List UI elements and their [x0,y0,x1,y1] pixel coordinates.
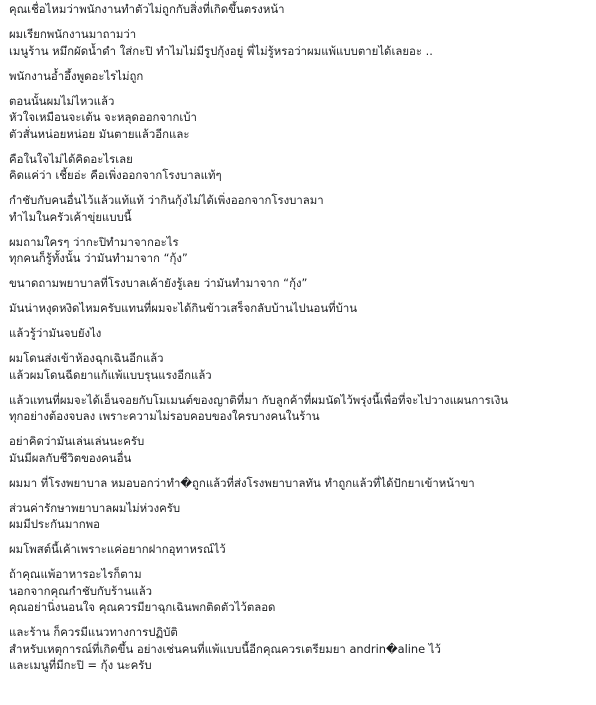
text-line: ตอนนั้นผมไม่ไหวแล้ว [9,93,115,108]
text-line: และร้าน ก็ควรมีแนวทางการปฏิบัติ [9,625,178,639]
paragraph [9,68,592,85]
text-line: ทุกอย่างต้องจบลง เพราะความไม่รอบคอบของใครบางคนในร้าน [9,409,320,423]
text-line: ผมโพสต์นี้เค้าเพราะแค่อยากฝากอุทาหรณ์ไว้ [9,542,226,556]
text-line: ขนาดถามพยาบาลที่โรงบาลเค้ายังรู้เลย ว่ามันทำมาจาก “กุ้ง” [9,276,308,290]
paragraph [9,624,592,674]
text-line: นอกจากคุณกำชับกับร้านแล้ว [9,583,153,598]
text-line: คุณเชื่อไหมว่าพนักงานทำตัวไม่ถูกกับสิ่งที่เกิดขึ้นตรงหน้า [9,2,285,16]
paragraph [9,151,592,184]
text-line: ผมถามใครๆ ว่ากะปิทำมาจากอะไร [9,234,179,249]
text-line: แล้วผมโดนฉีดยาแก้แพ้แบบรุนแรงอีกแล้ว [9,367,212,382]
text-line: หัวใจเหมือนจะเต้น จะหลุดออกจากเบ้า [9,110,197,124]
text-line: ส่วนค่ารักษาพยาบาลผมไม่ห่วงครับ [9,500,181,515]
text-line: ทำไมในครัวเค้าขุ่ยแบบนี้ [9,209,132,224]
paragraph [9,500,592,533]
text-line: กำชับกับคนอื่นไว้แล้วแท้แท้ ว่ากินกุ้งไม่ได้เพิ่งออกจากโรงบาลมา [9,193,324,207]
text-line: สำหรับเหตุการณ์ที่เกิดขึ้น อย่างเช่นคนที่แพ้แบบนี้อีกคุณควรเตรียมยา andrin�aline ไว้ [9,641,441,656]
paragraph [9,566,592,616]
text-line: พนักงานอ้ำอึ้งพูดอะไรไม่ถูก [9,68,144,83]
paragraph [9,392,592,425]
post-body [9,1,592,682]
paragraph [9,325,592,342]
text-line: มันมีผลกับชีวิตของคนอื่น [9,450,132,465]
text-line: ทุกคนก็รู้ทั้งนั้น ว่ามันทำมาจาก “กุ้ง” [9,251,188,265]
paragraph [9,541,592,558]
text-line: คือในใจไม่ได้คิดอะไรเลย [9,151,133,166]
text-line: เมนูร้าน หมึกผัดน้ำดำ ใส่กะปิ ทำไมไม่มีรูปกุ้งอยู่ พี่ไม่รู้หรอว่าผมแพ้แบบตายได้เลยอะ .. [9,43,433,58]
text-line: ตัวสั่นหน่อยหน่อย มันตายแล้วอีกและ [9,126,190,141]
paragraph [9,275,592,292]
text-line: ผมมา ที่โรงพยาบาล หมอบอกว่าทำ�ถูกแล้วที่ส่งโรงพยาบาลทัน ทำถูกแล้วที่ได้ปักยาเข้าหน้าขา [9,475,475,490]
text-line: แล้วแทนที่ผมจะได้เอ็นจอยกับโมเมนต์ของญาติที่มา กับลูกค้าที่ผมนัดไว้พรุ่งนี้เพื่อที่จะไปวางแผนการเงิน [9,392,509,407]
text-line: แล้วรู้ว่ามันจบยังไง [9,326,102,340]
text-line: คิดแค่ว่า เชี้ยอ่ะ คือเพิ่งออกจากโรงบาลแท้ๆ [9,168,222,182]
text-line: และเมนูที่มีกะปิ = กุ้ง นะครับ [9,658,152,672]
paragraph [9,300,592,317]
text-line: ผมโดนส่งเข้าห้องฉุกเฉินอีกแล้ว [9,351,164,365]
paragraph [9,26,592,59]
text-line: มันน่าหงุดหงิดไหมครับแทนที่ผมจะได้กินข้าวเสร็จกลับบ้านไปนอนที่บ้าน [9,301,358,315]
paragraph [9,192,592,225]
paragraph [9,433,592,466]
text-line: คุณอย่านิ่งนอนใจ คุณควรมียาฉุกเฉินพกติดตัวไว้ตลอด [9,600,276,614]
paragraph [9,350,592,383]
text-line: ผมมีประกันมากพอ [9,517,100,531]
text-line: ถ้าคุณแพ้อาหารอะไรก็ตาม [9,567,142,581]
paragraph [9,93,592,143]
paragraph [9,475,592,492]
paragraph [9,234,592,267]
paragraph [9,1,592,18]
text-line: อย่าคิดว่ามันเล่นเล่นนะครับ [9,434,145,448]
text-line: ผมเรียกพนักงานมาถามว่า [9,27,137,41]
